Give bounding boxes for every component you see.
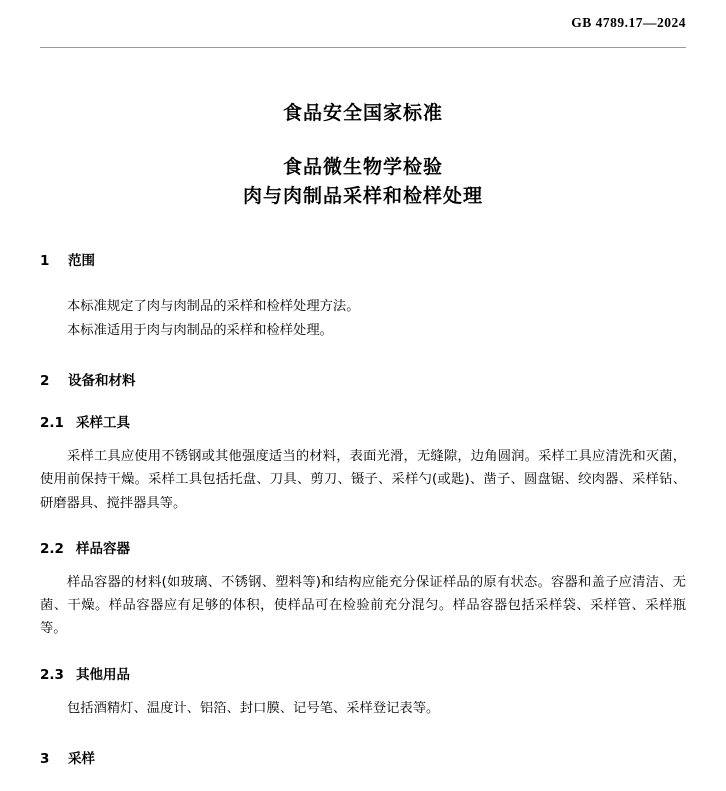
section-number-2: 2 bbox=[40, 373, 50, 389]
document-title-sub bbox=[40, 153, 686, 212]
standard-code: GB 4789.17—2024 bbox=[571, 15, 686, 30]
subsection-title-2-3: 其他用品 bbox=[76, 666, 130, 683]
subsection-text-2-2: 样品容器的材料(如玻璃、不锈钢、塑料等)和结构应能充分保证样品的原有状态。容器和盖子应清洁、无菌、干燥。样品容器应有足够的体积，使样品可在检验前充分混匀。样品容器包括采样袋、采样管、采样瓶等。 bbox=[40, 574, 686, 637]
section-number-1: 1 bbox=[40, 253, 50, 270]
subsection-heading-2-2 bbox=[40, 537, 686, 557]
section-1-paragraphs bbox=[67, 295, 686, 342]
subsection-number-2-3: 2.3 bbox=[40, 666, 64, 683]
header-divider bbox=[40, 47, 686, 48]
section-heading-2 bbox=[40, 369, 686, 389]
subsection-heading-2-3 bbox=[40, 663, 686, 683]
document-title-main: 食品安全国家标准 bbox=[282, 102, 443, 124]
title-block bbox=[40, 100, 686, 211]
subsection-number-2-1: 2.1 bbox=[40, 415, 64, 431]
document-title-sub-line2: 肉与肉制品采样和检样处理 bbox=[242, 185, 483, 208]
paragraph: 本标准规定了肉与肉制品的采样和检样处理方法。 bbox=[67, 299, 360, 315]
paragraph: 本标准适用于肉与肉制品的采样和检样处理。 bbox=[67, 322, 333, 338]
subsection-title-2-1: 采样工具 bbox=[76, 415, 130, 431]
subsection-text-2-3: 包括酒精灯、温度计、铝箔、封口膜、记号笔、采样登记表等。 bbox=[67, 700, 440, 716]
section-heading-1 bbox=[40, 249, 686, 269]
section-title-2: 设备和材料 bbox=[68, 373, 136, 389]
document-title-sub-line1: 食品微生物学检验 bbox=[282, 155, 443, 178]
section-title-3: 采样 bbox=[68, 750, 95, 767]
subsection-text-2-1: 采样工具应使用不锈钢或其他强度适当的材料，表面光滑，无缝隙，边角圆润。采样工具应清洗和灭菌，使用前保持干燥。采样工具包括托盘、刀具、剪刀、镊子、采样勺(或匙)、凿子、圆盘锯、绞肉器、采样钻、研磨器具、搅拌器具等。 bbox=[40, 449, 686, 511]
page-header bbox=[40, 0, 686, 48]
section-heading-3 bbox=[40, 747, 686, 767]
section-number-3: 3 bbox=[40, 750, 50, 767]
section-title-1: 范围 bbox=[68, 253, 95, 270]
subsection-heading-2-1 bbox=[40, 411, 686, 431]
document-body bbox=[40, 249, 686, 766]
subsection-number-2-2: 2.2 bbox=[40, 540, 64, 557]
subsection-title-2-2: 样品容器 bbox=[76, 540, 130, 557]
